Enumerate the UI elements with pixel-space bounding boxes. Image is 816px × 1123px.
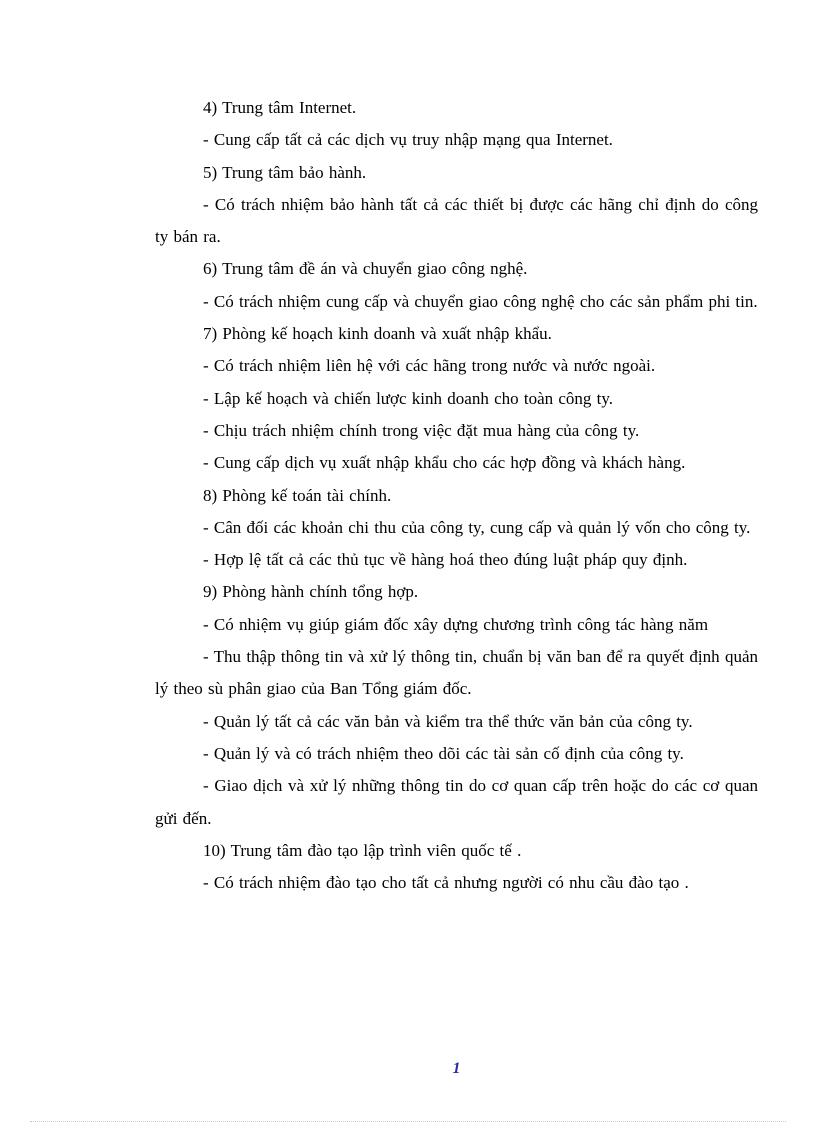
heading-internet-center: 4) Trung tâm Internet. xyxy=(203,98,357,117)
paragraph: - Quản lý và có trách nhiệm theo dõi các tài sản cố định của công ty. xyxy=(203,743,684,763)
paragraph: - Lập kế hoạch và chiến lược kinh doanh cho toàn công ty. xyxy=(203,388,614,408)
paragraph: - Có trách nhiệm đào tạo cho tất cả nhưng người có nhu cầu đào tạo . xyxy=(203,873,689,893)
heading-programmer-training-center: 10) Trung tâm đào tạo lập trình viên quốc tế . xyxy=(203,840,522,860)
heading-warranty-center: 5) Trung tâm bảo hành. xyxy=(203,162,367,182)
paragraph: - Có nhiệm vụ giúp giám đốc xây dựng chương trình công tác hàng năm xyxy=(203,614,709,634)
paragraph: - Có trách nhiệm liên hệ với các hãng trong nước và nước ngoài. xyxy=(203,356,656,376)
paragraph: - Cung cấp dịch vụ xuất nhập khẩu cho các hợp đồng và khách hàng. xyxy=(203,453,686,473)
paragraph: - Hợp lệ tất cả các thủ tục về hàng hoá theo đúng luật pháp quy định. xyxy=(203,550,688,570)
document-body xyxy=(155,92,758,899)
heading-admin-dept: 9) Phòng hành chính tổng hợp. xyxy=(203,582,419,602)
paragraph: - Quản lý tất cả các văn bản và kiểm tra thể thức văn bản của công ty. xyxy=(203,711,693,731)
paragraph: - Cung cấp tất cả các dịch vụ truy nhập mạng qua Internet. xyxy=(203,130,613,150)
paragraph: - Có trách nhiệm cung cấp và chuyển giao công nghệ cho các sản phẩm phi tin. xyxy=(203,291,758,311)
paragraph: - Chịu trách nhiệm chính trong việc đặt mua hàng của công ty. xyxy=(203,420,640,440)
paragraph: - Thu thập thông tin và xử lý thông tin, chuẩn bị văn ban để ra quyết định quản lý theo sù phân giao của Ban Tổng giám đốc. xyxy=(155,647,758,699)
paragraph: - Cân đối các khoản chi thu của công ty, cung cấp và quản lý vốn cho công ty. xyxy=(203,517,751,537)
page-bottom-divider xyxy=(30,1121,786,1122)
paragraph: - Có trách nhiệm bảo hành tất cả các thiết bị được các hãng chỉ định do công ty bán ra. xyxy=(155,194,758,247)
heading-finance-dept: 8) Phòng kế toán tài chính. xyxy=(203,485,392,505)
page-number: 1 xyxy=(452,1060,461,1077)
paragraph: - Giao dịch và xử lý những thông tin do cơ quan cấp trên hoặc do các cơ quan gửi đến. xyxy=(155,776,758,828)
heading-project-transfer-center: 6) Trung tâm đề án và chuyển giao công nghệ. xyxy=(203,259,528,279)
heading-business-planning-dept: 7) Phòng kế hoạch kinh doanh và xuất nhập khẩu. xyxy=(203,324,552,344)
